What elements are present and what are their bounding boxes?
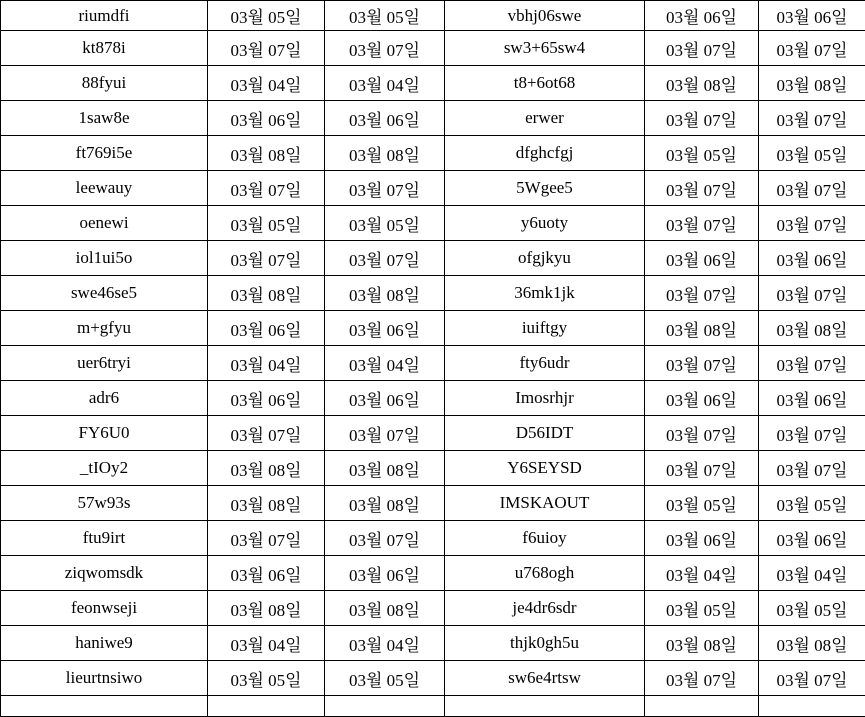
table-cell-date_b1[interactable]: 03월 08일 [645,626,759,661]
table-cell-date_b1[interactable]: 03월 04일 [645,556,759,591]
table-row [1,661,865,696]
table-cell-date_a1[interactable] [208,696,325,717]
table-cell-date_b2[interactable]: 03월 06일 [759,1,865,31]
table-cell-date_a2[interactable]: 03월 05일 [325,1,445,31]
table-cell-date_a1[interactable]: 03월 06일 [208,556,325,591]
table-row [1,381,865,416]
table-cell-date_a2[interactable]: 03월 07일 [325,521,445,556]
table-cell-date_a2[interactable]: 03월 08일 [325,451,445,486]
table-cell-date_a2[interactable]: 03월 06일 [325,556,445,591]
table-cell-date_a2[interactable]: 03월 07일 [325,31,445,66]
table-cell-date_b2[interactable]: 03월 07일 [759,101,865,136]
table-cell-name_b[interactable]: y6uoty [445,206,645,241]
table-cell-name_b[interactable]: sw6e4rtsw [445,661,645,696]
table-cell-date_a1[interactable]: 03월 07일 [208,31,325,66]
table-cell-date_b1[interactable]: 03월 05일 [645,591,759,626]
table-cell-date_a2[interactable]: 03월 06일 [325,381,445,416]
table-row [1,311,865,346]
table-cell-name_b[interactable]: iuiftgy [445,311,645,346]
table-cell-date_b1[interactable]: 03월 08일 [645,66,759,101]
table-row [1,626,865,661]
table-cell-date_a1[interactable]: 03월 06일 [208,311,325,346]
table-cell-date_b2[interactable]: 03월 07일 [759,31,865,66]
table-cell-name_a[interactable]: 1saw8e [1,101,208,136]
table-cell-date_b1[interactable]: 03월 07일 [645,276,759,311]
table-cell-date_a2[interactable]: 03월 04일 [325,346,445,381]
table-cell-name_a[interactable]: feonwseji [1,591,208,626]
table-cell-date_b1[interactable]: 03월 06일 [645,1,759,31]
table-cell-date_b1[interactable]: 03월 05일 [645,486,759,521]
table-cell-date_b2[interactable]: 03월 07일 [759,276,865,311]
table-cell-name_b[interactable]: u768ogh [445,556,645,591]
table-cell-date_a2[interactable]: 03월 08일 [325,276,445,311]
table-cell-date_a1[interactable]: 03월 08일 [208,486,325,521]
table-cell-name_b[interactable]: f6uioy [445,521,645,556]
table-cell-date_b2[interactable]: 03월 07일 [759,661,865,696]
table-cell-name_b[interactable]: 36mk1jk [445,276,645,311]
table-cell-date_a1[interactable]: 03월 06일 [208,101,325,136]
table-cell-name_b[interactable]: IMSKAOUT [445,486,645,521]
table-cell-name_a[interactable]: oenewi [1,206,208,241]
table-cell-date_b2[interactable]: 03월 07일 [759,171,865,206]
table-cell-date_a2[interactable]: 03월 05일 [325,206,445,241]
table-cell-date_a1[interactable]: 03월 08일 [208,451,325,486]
table-cell-name_a[interactable]: m+gfyu [1,311,208,346]
table-cell-date_a1[interactable]: 03월 05일 [208,206,325,241]
table-cell-date_a2[interactable] [325,696,445,717]
table-cell-date_a2[interactable]: 03월 07일 [325,416,445,451]
table-cell-name_b[interactable]: sw3+65sw4 [445,31,645,66]
table-row [1,31,865,66]
table-cell-name_a[interactable]: ftu9irt [1,521,208,556]
table-cell-date_b1[interactable]: 03월 07일 [645,451,759,486]
table-cell-date_b1[interactable]: 03월 08일 [645,311,759,346]
table-cell-date_a2[interactable]: 03월 04일 [325,66,445,101]
table-cell-name_a[interactable]: _tIOy2 [1,451,208,486]
table-cell-name_b[interactable]: Y6SEYSD [445,451,645,486]
table-cell-name_b[interactable]: je4dr6sdr [445,591,645,626]
table-cell-name_a[interactable]: adr6 [1,381,208,416]
table-cell-date_a1[interactable]: 03월 05일 [208,661,325,696]
table-cell-date_a1[interactable]: 03월 05일 [208,1,325,31]
table-cell-name_b[interactable]: dfghcfgj [445,136,645,171]
table-cell-name_b[interactable]: fty6udr [445,346,645,381]
table-cell-date_b1[interactable]: 03월 07일 [645,416,759,451]
table-cell-date_b2[interactable]: 03월 08일 [759,311,865,346]
table-cell-name_a[interactable]: 88fyui [1,66,208,101]
table-cell-date_a2[interactable]: 03월 06일 [325,311,445,346]
table-cell-name_b[interactable]: erwer [445,101,645,136]
table-cell-name_b[interactable]: vbhj06swe [445,1,645,31]
table-cell-date_a2[interactable]: 03월 08일 [325,591,445,626]
table-cell-date_b2[interactable]: 03월 04일 [759,556,865,591]
table-cell-date_b2[interactable]: 03월 08일 [759,66,865,101]
table-cell-date_a2[interactable]: 03월 04일 [325,626,445,661]
table-cell-name_b[interactable]: t8+6ot68 [445,66,645,101]
table-cell-date_b2[interactable]: 03월 05일 [759,136,865,171]
table-cell-date_b1[interactable]: 03월 06일 [645,381,759,416]
table-cell-date_b1[interactable]: 03월 07일 [645,206,759,241]
table-cell-name_b[interactable] [445,696,645,717]
table-cell-date_b1[interactable]: 03월 07일 [645,171,759,206]
table-cell-date_a2[interactable]: 03월 07일 [325,171,445,206]
table-cell-date_a1[interactable]: 03월 08일 [208,276,325,311]
table-cell-name_b[interactable]: D56IDT [445,416,645,451]
table-cell-date_b2[interactable]: 03월 07일 [759,416,865,451]
table-cell-name_b[interactable]: ofgjkyu [445,241,645,276]
table-cell-date_b1[interactable]: 03월 06일 [645,241,759,276]
table-cell-name_a[interactable]: riumdfi [1,1,208,31]
table-cell-name_a[interactable]: FY6U0 [1,416,208,451]
table-cell-date_a2[interactable]: 03월 07일 [325,241,445,276]
table-row [1,556,865,591]
table-cell-date_a2[interactable]: 03월 08일 [325,486,445,521]
table-cell-date_a2[interactable]: 03월 08일 [325,136,445,171]
table-row [1,1,865,31]
table-cell-name_a[interactable]: leewauy [1,171,208,206]
table-cell-date_a1[interactable]: 03월 07일 [208,241,325,276]
table-row [1,136,865,171]
table-row [1,171,865,206]
table-cell-name_a[interactable]: 57w93s [1,486,208,521]
table-cell-name_a[interactable]: uer6tryi [1,346,208,381]
table-row [1,696,865,717]
table-cell-name_a[interactable]: ziqwomsdk [1,556,208,591]
table-cell-date_a1[interactable]: 03월 04일 [208,346,325,381]
table-cell-name_b[interactable]: Imosrhjr [445,381,645,416]
table-cell-date_b1[interactable]: 03월 05일 [645,136,759,171]
table-cell-date_b2[interactable]: 03월 06일 [759,521,865,556]
table-cell-date_b2[interactable]: 03월 08일 [759,626,865,661]
table-row [1,346,865,381]
table-cell-date_b2[interactable]: 03월 06일 [759,241,865,276]
table-cell-name_a[interactable]: kt878i [1,31,208,66]
table-cell-date_a1[interactable]: 03월 07일 [208,521,325,556]
table-cell-date_a2[interactable]: 03월 05일 [325,661,445,696]
table-row [1,101,865,136]
table-cell-name_a[interactable]: swe46se5 [1,276,208,311]
table-row [1,451,865,486]
table-cell-name_b[interactable]: thjk0gh5u [445,626,645,661]
table-row [1,521,865,556]
table-cell-name_a[interactable]: lieurtnsiwo [1,661,208,696]
table-cell-date_b1[interactable]: 03월 07일 [645,101,759,136]
table-cell-date_b2[interactable]: 03월 07일 [759,206,865,241]
table-cell-date_a1[interactable]: 03월 07일 [208,171,325,206]
table-cell-date_b1[interactable]: 03월 07일 [645,346,759,381]
table-cell-date_a1[interactable]: 03월 08일 [208,136,325,171]
table-cell-name_a[interactable]: iol1ui5o [1,241,208,276]
table-row [1,591,865,626]
table-cell-date_a2[interactable]: 03월 06일 [325,101,445,136]
table-cell-date_b1[interactable]: 03월 06일 [645,521,759,556]
table-row [1,276,865,311]
table-cell-date_b2[interactable]: 03월 06일 [759,381,865,416]
table-cell-name_a[interactable]: ft769i5e [1,136,208,171]
table-row [1,416,865,451]
table-row [1,486,865,521]
table-cell-date_b1[interactable]: 03월 07일 [645,661,759,696]
table-cell-date_b2[interactable] [759,696,865,717]
table-cell-date_b2[interactable]: 03월 07일 [759,451,865,486]
table-cell-date_a1[interactable]: 03월 08일 [208,591,325,626]
table-cell-date_a1[interactable]: 03월 04일 [208,66,325,101]
table-cell-date_b2[interactable]: 03월 07일 [759,346,865,381]
table-cell-date_b2[interactable]: 03월 05일 [759,486,865,521]
table-cell-name_b[interactable]: 5Wgee5 [445,171,645,206]
table-row [1,241,865,276]
table-cell-date_a1[interactable]: 03월 07일 [208,416,325,451]
table-cell-name_a[interactable] [1,696,208,717]
table-cell-date_b2[interactable]: 03월 05일 [759,591,865,626]
table-row [1,66,865,101]
table-row [1,206,865,241]
table-body [1,1,865,717]
table-cell-name_a[interactable]: haniwe9 [1,626,208,661]
table-cell-date_b1[interactable]: 03월 07일 [645,31,759,66]
table-cell-date_b1[interactable] [645,696,759,717]
table-cell-date_a1[interactable]: 03월 06일 [208,381,325,416]
table-cell-date_a1[interactable]: 03월 04일 [208,626,325,661]
